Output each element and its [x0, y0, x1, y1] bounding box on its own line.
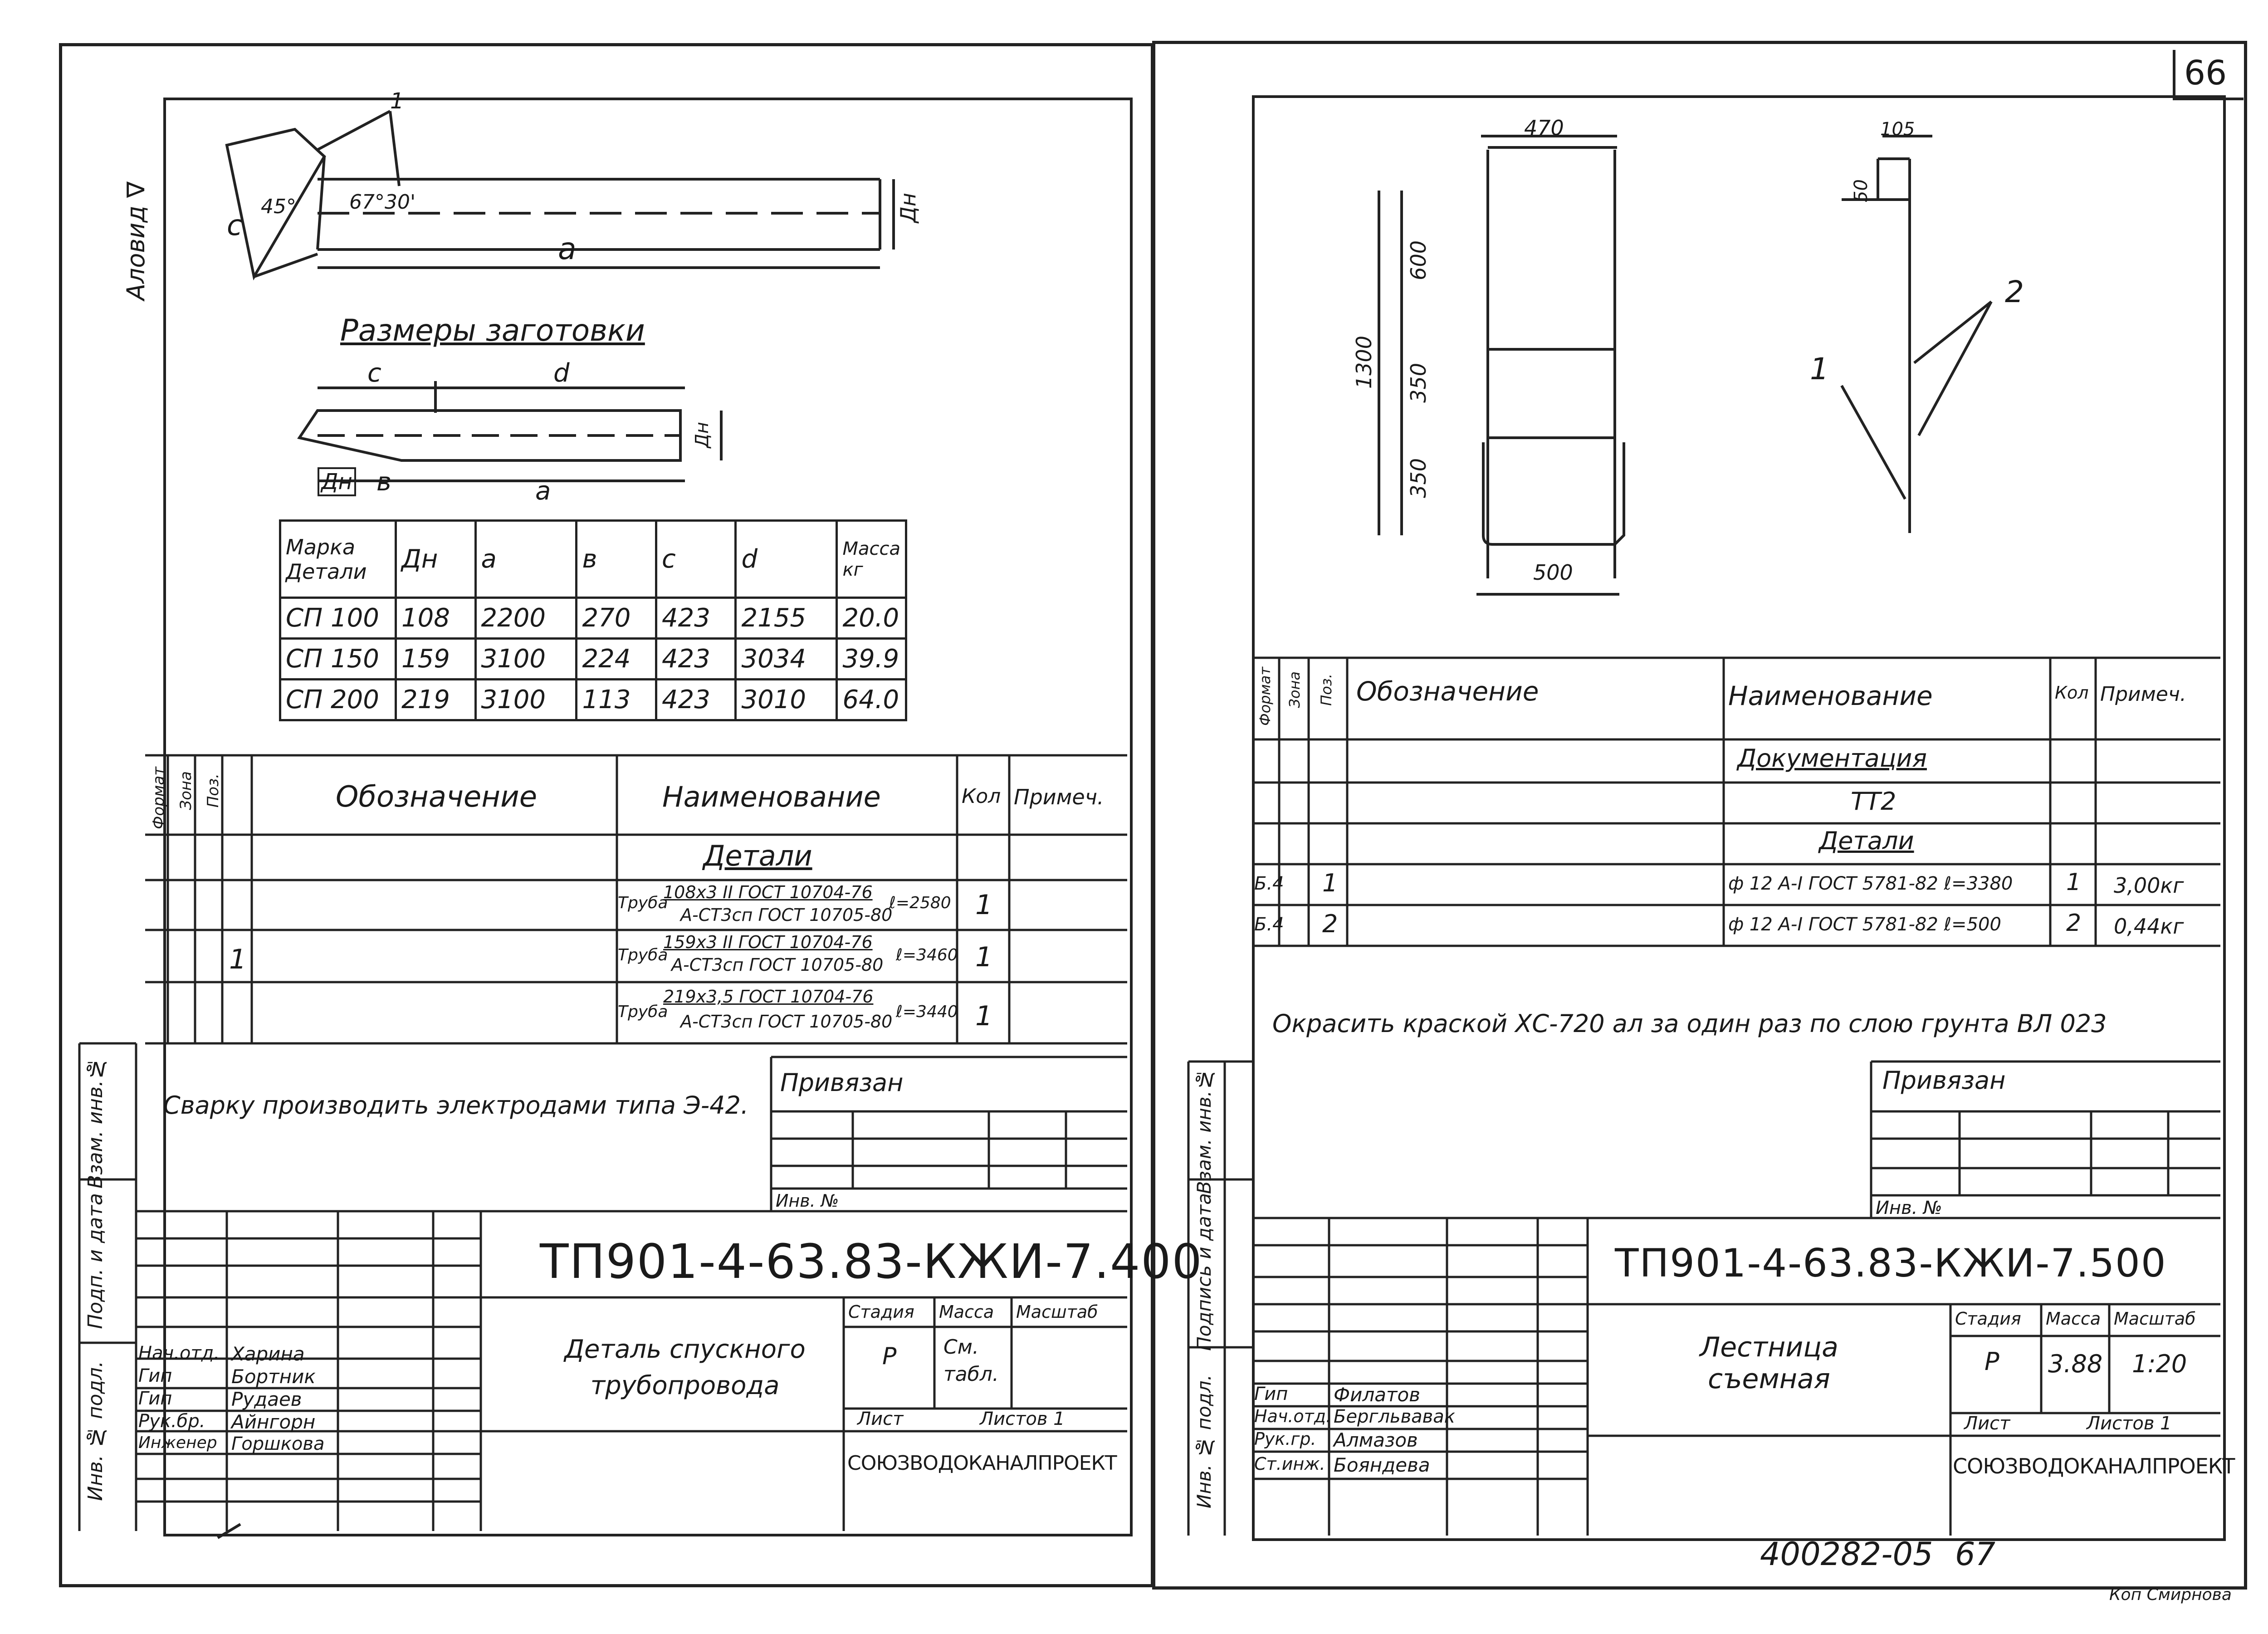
spec-col-qty: Кол	[962, 785, 1001, 808]
cell: 219	[396, 680, 476, 720]
person: Бортник	[231, 1365, 316, 1388]
spec-col-pos: Поз.	[204, 773, 222, 808]
cell: Б.4	[1254, 914, 1284, 935]
person: Харина	[231, 1343, 305, 1365]
spec-section-parts: Детали	[703, 839, 812, 872]
cell: 108	[396, 598, 476, 639]
right-mass-value: 3.88	[2048, 1350, 2103, 1378]
role: Гип	[138, 1365, 172, 1386]
spec-col-designation: Обозначение	[336, 780, 538, 814]
role: Нач.отд.	[138, 1343, 220, 1364]
dim-label-c: c	[227, 209, 243, 242]
pipe-prefix: Труба	[618, 1003, 668, 1021]
blank-label-c: c	[367, 358, 381, 388]
cell: 3,00кг	[2114, 873, 2184, 898]
pipe-line1: 159x3 II ГОСТ 10704-76	[663, 932, 873, 952]
cell: 3100	[475, 639, 577, 680]
r-spec-col-pos: Поз.	[1318, 674, 1335, 706]
angle-label-45: 45°	[261, 195, 296, 218]
cell: Б.4	[1254, 873, 1284, 894]
r-spec-col-name: Наименование	[1728, 680, 1933, 711]
left-sheets-label: Листов 1	[980, 1409, 1065, 1429]
person: Горшкова	[231, 1433, 325, 1454]
right-sheet-label: Лист	[1964, 1413, 2010, 1434]
ladder-pos-2: 2	[2005, 274, 2024, 309]
person: Филатов	[1334, 1384, 1420, 1406]
cell: 20.0	[837, 598, 906, 639]
left-drawing-title: Деталь спускного трубопровода	[564, 1335, 806, 1400]
right-mass-label: Масса	[2046, 1309, 2101, 1329]
welding-note: Сварку производить электродами типа Э-42.	[163, 1091, 749, 1120]
spec-col-name: Наименование	[662, 780, 881, 813]
cell: СП 100	[280, 598, 396, 639]
cell: 0,44кг	[2114, 914, 2184, 939]
dim-w-bottom: 500	[1533, 560, 1573, 585]
right-side-label-sign: Подпись и дата	[1193, 1193, 1215, 1351]
left-sheet-label: Лист	[857, 1409, 904, 1429]
dims-header-dn: Дн	[396, 521, 476, 598]
pipe-line1: 108x3 II ГОСТ 10704-76	[663, 882, 873, 902]
dims-header-d: d	[736, 521, 837, 598]
r-spec-col-note: Примеч.	[2100, 683, 2186, 706]
dim-label-a: a	[558, 231, 577, 266]
dim-w-top: 470	[1524, 116, 1564, 140]
cell: ф 12 А-I ГОСТ 5781-82 ℓ=500	[1728, 914, 2001, 935]
left-side-label-replace: Взам. инв.№	[84, 1057, 107, 1189]
spec-col-format: Формат	[150, 767, 168, 829]
pipe-qty: 1	[975, 1000, 993, 1032]
person: Бергльвавак	[1334, 1406, 1455, 1427]
right-drawing-title: Лестница съемная	[1700, 1331, 1838, 1395]
dim-h-350b: 350	[1406, 458, 1431, 498]
right-stage-value: Р	[1984, 1347, 1999, 1376]
table-row	[280, 639, 906, 680]
r-spec-section-parts: Детали	[1819, 827, 1914, 855]
cell: 423	[656, 639, 736, 680]
ladder-pos-1: 1	[1810, 352, 1829, 386]
table-row	[280, 680, 906, 720]
right-sheets-label: Листов 1	[2087, 1413, 2172, 1434]
role: Гип	[138, 1388, 172, 1409]
role: Гип	[1254, 1384, 1288, 1404]
pipe-length: ℓ=3440	[896, 1003, 958, 1021]
position-label-1: 1	[390, 88, 404, 114]
left-stage-value: Р	[882, 1343, 897, 1370]
cell: 224	[577, 639, 656, 680]
footer-page-number: 67	[1955, 1536, 1996, 1573]
dims-table	[279, 519, 907, 721]
left-side-label-invno: Инв. № подл.	[84, 1361, 107, 1501]
table-row	[280, 598, 906, 639]
r-spec-col-zone: Зона	[1286, 671, 1303, 708]
page-number: 66	[2184, 54, 2227, 93]
left-inv-no-label: Инв. №	[776, 1191, 839, 1211]
left-scale-label: Масштаб	[1016, 1302, 1098, 1322]
dims-header-a: a	[475, 521, 577, 598]
left-org: СОЮЗВОДОКАНАЛПРОЕКТ	[847, 1452, 1117, 1475]
r-spec-col-qty: Кол	[2055, 683, 2089, 703]
right-side-label-replace: Взам. инв.№	[1193, 1068, 1215, 1194]
right-scale-label: Масштаб	[2114, 1309, 2196, 1329]
right-org: СОЮЗВОДОКАНАЛПРОЕКТ	[1953, 1454, 2235, 1478]
right-privyazan-label: Привязан	[1882, 1066, 2006, 1095]
left-mass-label: Масса	[939, 1302, 994, 1322]
cell: 2	[1322, 910, 1338, 938]
pipe-line2: A-CT3сп ГОСТ 10705-80	[671, 955, 884, 975]
role: Нач.отд.	[1254, 1406, 1332, 1426]
pipe-qty: 1	[975, 941, 993, 973]
pipe-line2: A-CT3сп ГОСТ 10705-80	[680, 905, 893, 925]
cell: 2155	[736, 598, 837, 639]
dim-h-350a: 350	[1406, 363, 1431, 403]
cell: 113	[577, 680, 656, 720]
pipe-qty: 1	[975, 889, 993, 921]
dim-h-total: 1300	[1352, 336, 1376, 389]
right-inv-no-label: Инв. №	[1876, 1198, 1942, 1218]
dim-h-600: 600	[1406, 240, 1431, 280]
dims-header-mass: Масса кг	[837, 521, 906, 598]
view-label: Аловид ∇	[122, 181, 150, 301]
r-spec-doc-item: ТТ2	[1851, 787, 1897, 816]
copied-label: Коп Смирнова	[2109, 1585, 2232, 1604]
cell: 3034	[736, 639, 837, 680]
person: Бояндева	[1334, 1454, 1430, 1476]
cell: 423	[656, 598, 736, 639]
blank-label-d: d	[553, 358, 570, 388]
blank-label-a: a	[535, 476, 551, 506]
dims-header-b: в	[577, 521, 656, 598]
person: Айнгорн	[231, 1411, 316, 1433]
blank-label-dn2: Дн	[318, 467, 356, 496]
cell: 3100	[475, 680, 577, 720]
left-stage-label: Стадия	[848, 1302, 914, 1322]
cell: 2	[2066, 910, 2082, 937]
archive-code: 400282-05	[1760, 1536, 1933, 1573]
cell: СП 200	[280, 680, 396, 720]
dim-h-hook: 50	[1851, 179, 1872, 202]
left-privyazan-label: Привязан	[780, 1068, 904, 1097]
blank-title: Размеры заготовки	[340, 313, 645, 348]
cell: 2200	[475, 598, 577, 639]
r-spec-section-docs: Документация	[1737, 744, 1927, 773]
dims-header-c: c	[656, 521, 736, 598]
role: Инженер	[138, 1433, 217, 1452]
cell: 423	[656, 680, 736, 720]
dims-header-mark: Марка Детали	[280, 521, 396, 598]
r-spec-col-format: Формат	[1256, 667, 1274, 726]
pipe-length: ℓ=2580	[889, 894, 951, 912]
dims-table-header	[280, 521, 906, 598]
paint-note: Окрасить краской ХС-720 ал за один раз по слою грунта ВЛ 023	[1272, 1009, 2107, 1038]
cell: СП 150	[280, 639, 396, 680]
cell: 270	[577, 598, 656, 639]
spec-col-note: Примеч.	[1014, 785, 1104, 809]
dim-label-dn: Дн	[896, 193, 920, 223]
role: Рук.гр.	[1254, 1429, 1316, 1449]
right-stage-label: Стадия	[1955, 1309, 2021, 1329]
cell: 39.9	[837, 639, 906, 680]
pipe-prefix: Труба	[618, 946, 668, 964]
blank-label-b: в	[376, 467, 392, 497]
left-drawing-code: ТП901-4-63.83-КЖИ-7.400	[540, 1234, 1203, 1289]
pipe-line2: A-CT3сп ГОСТ 10705-80	[680, 1012, 893, 1032]
left-side-label-sign: Подп. и дата	[84, 1193, 107, 1329]
cell: ф 12 А-I ГОСТ 5781-82 ℓ=3380	[1728, 873, 2013, 894]
person: Рудаев	[231, 1388, 302, 1410]
cell: 3010	[736, 680, 837, 720]
role: Ст.инж.	[1254, 1454, 1325, 1474]
person: Алмазов	[1334, 1429, 1418, 1451]
pipe-line1: 219x3,5 ГОСТ 10704-76	[663, 987, 874, 1007]
pipe-prefix: Труба	[618, 894, 668, 912]
r-spec-col-designation: Обозначение	[1356, 676, 1539, 707]
cell: 1	[1322, 869, 1338, 897]
right-side-label-invno: Инв. № подл.	[1193, 1375, 1215, 1509]
cell: 64.0	[837, 680, 906, 720]
blank-label-dn: Дн	[692, 422, 713, 448]
cell: 159	[396, 639, 476, 680]
right-drawing-code: ТП901-4-63.83-КЖИ-7.500	[1615, 1241, 2167, 1286]
spec-col-zone: Зона	[177, 771, 195, 810]
pipe-length: ℓ=3460	[896, 946, 958, 964]
dim-w-hook: 105	[1880, 119, 1915, 140]
cell: 1	[2066, 869, 2082, 896]
angle-label-67: 67°30'	[349, 191, 416, 214]
spec-pos-1: 1	[229, 944, 247, 975]
left-mass-value: См. табл.	[943, 1336, 999, 1386]
right-scale-value: 1:20	[2132, 1350, 2187, 1378]
role: Рук.бр.	[138, 1411, 205, 1432]
